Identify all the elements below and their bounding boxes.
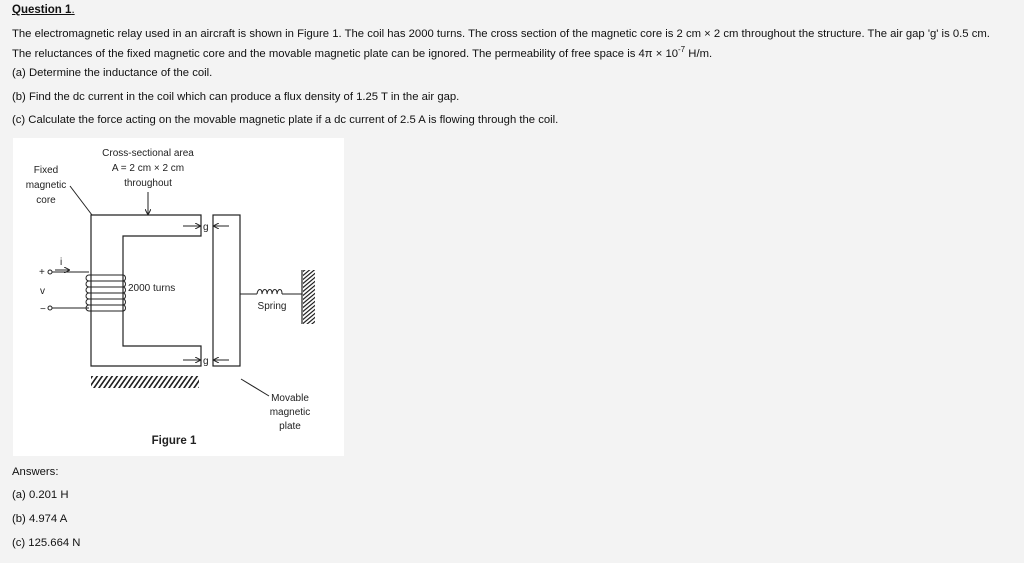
fixed-core-pointer xyxy=(70,186,92,215)
fixed-core-label-1: Fixed xyxy=(33,165,59,176)
current-label: i xyxy=(60,257,63,268)
plate-label-3: plate xyxy=(279,421,301,432)
question-title-period: . xyxy=(71,4,75,16)
cross-section-label-1: Cross-sectional area xyxy=(102,148,194,159)
answer-c: (c) 125.664 N xyxy=(12,537,81,549)
problem-text-end: H/m. xyxy=(685,47,713,60)
voltage-label: v xyxy=(40,286,45,297)
cross-section-label-3: throughout xyxy=(124,178,172,189)
plus-terminal-label: + xyxy=(39,267,45,278)
problem-exponent: -7 xyxy=(678,45,686,54)
fixed-core-label-2: magnetic xyxy=(25,180,67,191)
gap-bottom-label: g xyxy=(203,356,209,367)
problem-statement xyxy=(12,27,1012,62)
figure-caption: Figure 1 xyxy=(151,435,197,447)
spring xyxy=(240,290,302,295)
gap-top-label: g xyxy=(203,222,209,233)
wall-hatch xyxy=(303,270,315,324)
question-part-a: (a) Determine the inductance of the coil. xyxy=(12,67,213,79)
minus-terminal-label: − xyxy=(40,304,46,315)
relay-figure xyxy=(13,138,344,456)
fixed-core-label-3: core xyxy=(36,195,56,206)
answer-a: (a) 0.201 H xyxy=(12,489,69,501)
question-title xyxy=(12,4,75,16)
core-ground-hatch xyxy=(91,376,199,388)
plate-pointer xyxy=(241,379,269,396)
spring-label: Spring xyxy=(257,301,287,312)
plate-label-1: Movable xyxy=(271,393,309,404)
plate-label-2: magnetic xyxy=(269,407,311,418)
problem-text: The electromagnetic relay used in an aircraft is shown in Figure 1. The coil has 2000 turns. The cross section of the magnetic core is 2 cm × 2 cm throughout the structure. The air gap 'g' is 0.5 cm. The reluctances of the fixed magnetic core and the movable magnetic plate can be ignored. The permeability of free space is 4π × 10 xyxy=(12,28,990,60)
movable-magnetic-plate xyxy=(213,215,240,366)
minus-terminal xyxy=(48,306,52,310)
cross-section-label-2: A = 2 cm × 2 cm xyxy=(111,163,185,174)
turns-label: 2000 turns xyxy=(128,283,176,294)
question-part-b: (b) Find the dc current in the coil which can produce a flux density of 1.25 T in the air gap. xyxy=(12,91,460,103)
relay-diagram xyxy=(13,138,344,456)
plus-terminal xyxy=(48,270,52,274)
answer-b: (b) 4.974 A xyxy=(12,513,68,525)
question-title-text: Question 1 xyxy=(12,4,72,16)
answers-heading: Answers: xyxy=(12,466,59,478)
question-part-c: (c) Calculate the force acting on the movable magnetic plate if a dc current of 2.5 A is flowing through the coil. xyxy=(12,114,559,126)
